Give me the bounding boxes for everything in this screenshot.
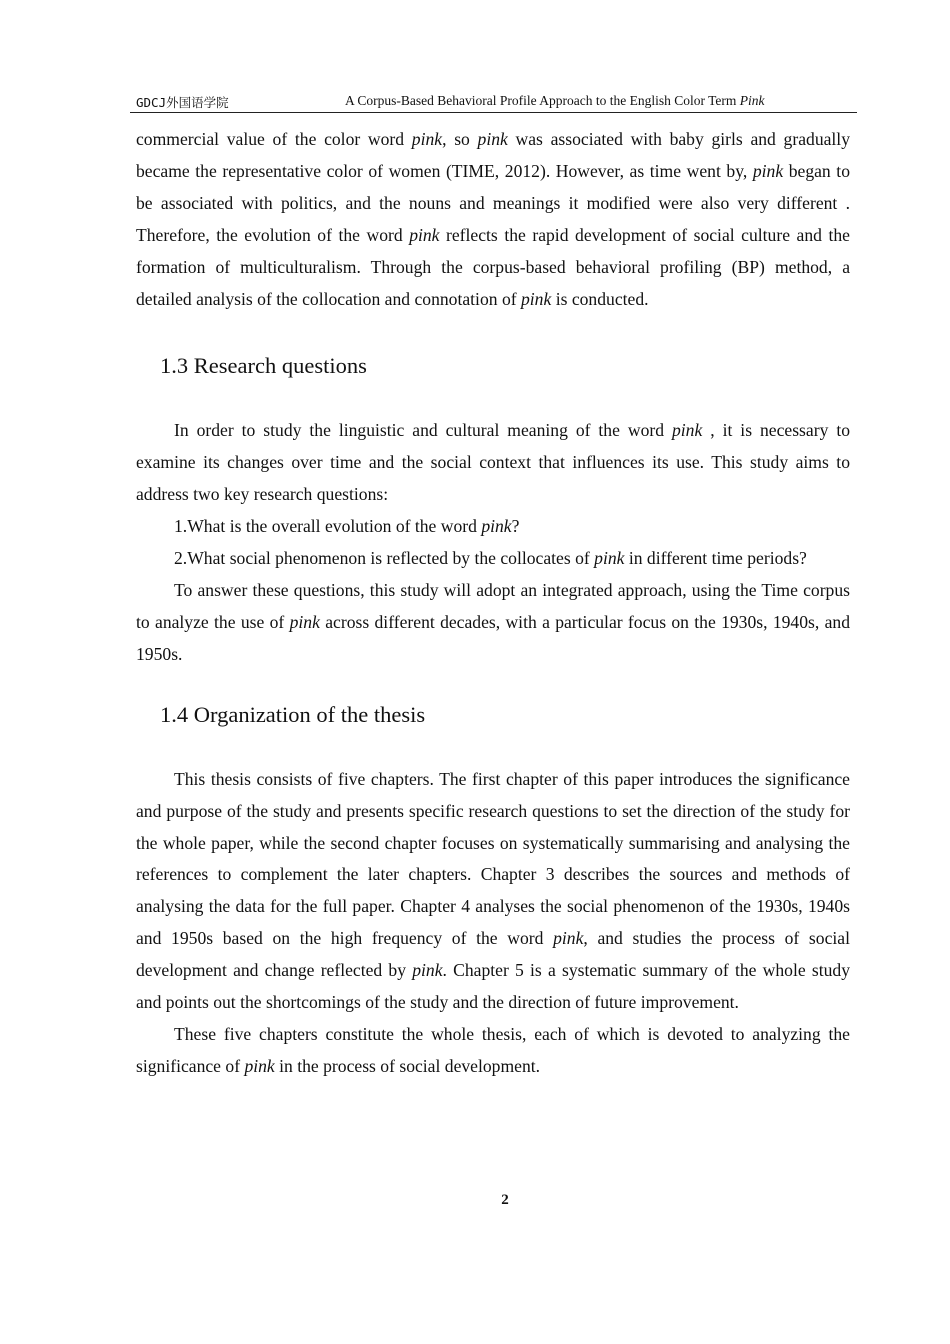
header-institution: GDCJ外国语学院 [136,95,229,110]
section-heading-organization: 1.4 Organization of the thesis [160,701,426,727]
page-body [136,124,850,1083]
section-heading-research-questions: 1.3 Research questions [160,353,367,379]
research-question-2: 2.What social phenomenon is reflected by the collocates of pink in different time periods? [174,548,807,569]
running-header [130,90,857,113]
research-question-1: 1.What is the overall evolution of the word pink? [174,516,520,537]
paragraph-intro-continued: commercial value of the color word pink, so pink was associated with baby girls and gradually became the representative color of women (TIME, 2012). However, as time went by, pink began to be associated with politics, and the nouns and meanings it modified were also very different . Therefore, the evolution of the word pink reflects the rapid development of social culture and the formation of multiculturalism. Through the corpus-based behavioral profiling (BP) method, a detailed analysis of the collocation and connotation of pink is conducted. [136,129,850,309]
page-number: 2 [501,1192,509,1208]
header-title: A Corpus-Based Behavioral Profile Approach to the English Color Term Pink [345,93,765,108]
paragraph-conclusion: These five chapters constitute the whole thesis, each of which is devoted to analyzing the significance of pink in the process of social development. [136,1023,850,1076]
paragraph-chapters-overview: This thesis consists of five chapters. The first chapter of this paper introduces the significance and purpose of the study and presents specific research questions to set the direction of the study for the whole paper, while the second chapter focuses on systematically summarising and analysing the references to complement the later chapters. Chapter 3 describes the sources and methods of analysing the data for the full paper. Chapter 4 analyses the social phenomenon of the 1930s, 1940s and 1950s based on the high frequency of the word pink, and studies the process of social development and change reflected by pink. Chapter 5 is a systematic summary of the whole study and points out the shortcomings of the study and the direction of future improvement. [136,768,850,1013]
paragraph-research-aims: In order to study the linguistic and cultural meaning of the word pink , it is necessary to examine its changes over time and the social context that influences its use. This study aims to address two key research questions: [136,420,850,505]
paragraph-approach: To answer these questions, this study will adopt an integrated approach, using the Time corpus to analyze the use of pink across different decades, with a particular focus on the 1930s, 1940s, and 1950s. [136,579,850,664]
